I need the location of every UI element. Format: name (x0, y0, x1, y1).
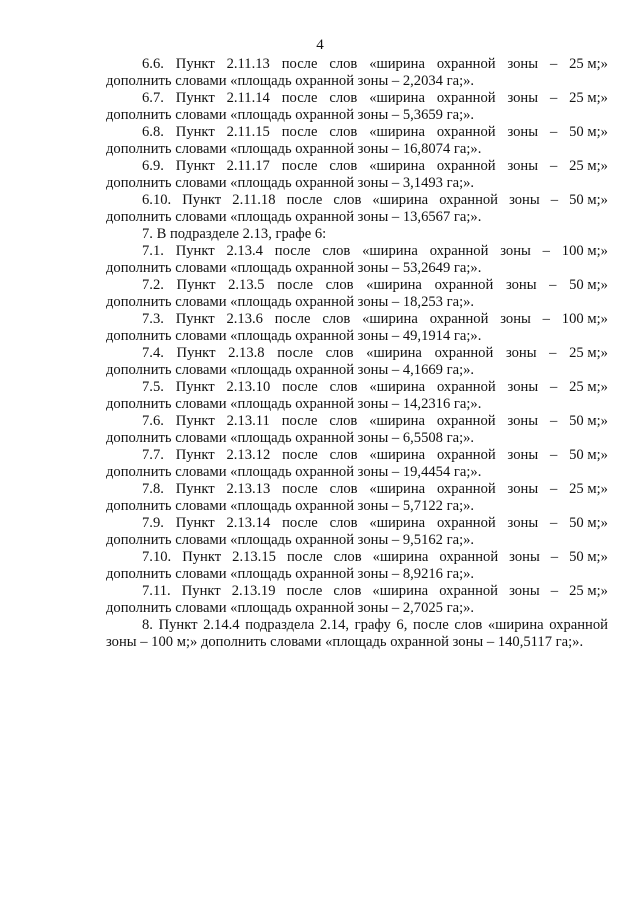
word: «ширина (369, 90, 425, 106)
paragraph-line: дополнить словами «площадь охранной зоны – 2,2034 га;». (106, 73, 475, 89)
paragraph-line (106, 345, 608, 362)
word: 2.13.13 (226, 481, 271, 497)
word: «ширина (369, 124, 425, 140)
word: 2.11.17 (226, 158, 270, 174)
word: после (282, 481, 318, 497)
word: 6.9. (142, 158, 164, 174)
word: Пункт (175, 413, 215, 429)
word: зоны (507, 158, 539, 174)
word: после (286, 192, 323, 208)
paragraph-line (106, 583, 608, 600)
word: – (549, 158, 558, 174)
word: после (281, 413, 318, 429)
word: 2.13.10 (226, 379, 271, 395)
word: 100 м;» (561, 311, 608, 327)
section-8-paragraph (106, 617, 608, 651)
word: после (412, 617, 449, 633)
word: «ширина (372, 583, 429, 599)
paragraph-line (106, 311, 608, 328)
word: охранной (429, 243, 489, 259)
paragraph-line (106, 158, 608, 175)
word: Пункт (175, 243, 215, 259)
word: Пункт (175, 311, 215, 327)
word: 7.8. (142, 481, 164, 497)
amendment-item (106, 158, 608, 192)
word: 25 м;» (569, 481, 608, 497)
word: охранной (436, 90, 496, 106)
page-number: 4 (316, 37, 324, 53)
word: 6.10. (142, 192, 172, 208)
amendment-item (106, 90, 608, 124)
word: «ширина (369, 379, 426, 395)
word: «ширина (366, 277, 422, 293)
word: охранной (434, 277, 494, 293)
paragraph-line (106, 90, 608, 107)
word: после (281, 124, 318, 140)
word: слов (322, 311, 351, 327)
word: 50 м;» (569, 192, 608, 208)
amendment-item (106, 583, 608, 617)
word: после (286, 549, 323, 565)
word: зоны (507, 515, 539, 531)
amendment-item (106, 413, 608, 447)
paragraph-line: дополнить словами «площадь охранной зоны – 19,4454 га;». (106, 464, 482, 480)
word: слов (325, 277, 354, 293)
word: 7.11. (142, 583, 171, 599)
paragraph-line (106, 617, 608, 634)
paragraph-line: дополнить словами «площадь охранной зоны – 5,7122 га;». (106, 498, 475, 514)
word: слов (322, 243, 351, 259)
paragraph-line (106, 56, 608, 73)
word: 7.7. (142, 447, 164, 463)
amendment-item (106, 311, 608, 345)
word: слов (333, 583, 362, 599)
word: 7.4. (142, 345, 164, 361)
word: – (549, 56, 558, 72)
paragraph-line (106, 379, 608, 396)
word: Пункт (181, 583, 221, 599)
word: охранной (439, 549, 499, 565)
word: зоны (505, 277, 537, 293)
word: – (542, 243, 550, 259)
word: 6.7. (142, 90, 164, 106)
word: 7.3. (142, 311, 164, 327)
word: после (282, 515, 318, 531)
amendment-item (106, 345, 608, 379)
amendment-item (106, 124, 608, 158)
word: Пункт (175, 56, 215, 72)
word: 50 м;» (569, 124, 608, 140)
word: слов (329, 379, 358, 395)
paragraph-line (106, 192, 608, 209)
word: зоны (509, 549, 540, 565)
amendment-item (106, 549, 608, 583)
word: слов (329, 56, 358, 72)
word: Пункт (158, 617, 198, 633)
word: слов (329, 124, 358, 140)
word: «ширина (369, 481, 426, 497)
word: после (286, 583, 323, 599)
paragraph-line: дополнить словами «площадь охранной зоны – 3,1493 га;». (106, 175, 475, 191)
word: охранной (434, 345, 494, 361)
section-7-heading: 7. В подразделе 2.13, графе 6: (142, 226, 327, 242)
section-6-list (106, 56, 608, 226)
word: 6.8. (142, 124, 164, 140)
word: слов (333, 192, 362, 208)
word: Пункт (176, 277, 216, 293)
word: «ширина (369, 515, 426, 531)
amendment-item (106, 379, 608, 413)
amendment-item (106, 447, 608, 481)
word: 50 м;» (569, 413, 608, 429)
word: охранной (439, 583, 498, 599)
word: охранной (436, 158, 496, 174)
word: 7.6. (142, 413, 164, 429)
word: 2.13.8 (228, 345, 265, 361)
word: – (549, 277, 557, 293)
word: после (274, 243, 311, 259)
document-body (106, 56, 608, 651)
word: зоны (509, 192, 540, 208)
section-7-list (106, 243, 608, 617)
word: «ширина (372, 549, 429, 565)
paragraph-line: дополнить словами «площадь охранной зоны – 5,3659 га;». (106, 107, 475, 123)
word: «ширина (369, 158, 425, 174)
word: 2.13.11 (226, 413, 270, 429)
word: зоны (507, 90, 539, 106)
word: – (549, 345, 557, 361)
paragraph-line: дополнить словами «площадь охранной зоны – 6,5508 га;». (106, 430, 475, 446)
word: Пункт (175, 447, 215, 463)
word: – (549, 481, 558, 497)
word: 2.13.14 (226, 515, 271, 531)
word: Пункт (176, 345, 216, 361)
word: 6.6. (142, 56, 164, 72)
word: 25 м;» (569, 56, 608, 72)
word: 2.13.15 (232, 549, 276, 565)
word: Пункт (182, 192, 222, 208)
word: 100 м;» (561, 243, 608, 259)
word: зоны (500, 243, 531, 259)
word: охранной (436, 481, 496, 497)
word: 2.13.4 (226, 243, 263, 259)
paragraph-line (106, 277, 608, 294)
paragraph-line (106, 481, 608, 498)
word: 25 м;» (569, 345, 608, 361)
word: 25 м;» (569, 90, 608, 106)
word: зоны (507, 413, 539, 429)
word: – (549, 379, 558, 395)
word: зоны (505, 345, 537, 361)
word: охранной (439, 192, 498, 208)
word: «ширина (366, 345, 422, 361)
word: 2.13.19 (231, 583, 276, 599)
word: зоны (507, 447, 539, 463)
word: 50 м;» (569, 515, 608, 531)
paragraph-line: дополнить словами «площадь охранной зоны – 14,2316 га;». (106, 396, 482, 412)
word: – (549, 124, 558, 140)
word: охранной (436, 413, 496, 429)
word: зоны (500, 311, 531, 327)
word: охранной (436, 124, 496, 140)
word: зоны (509, 583, 540, 599)
word: – (550, 583, 559, 599)
paragraph-line: дополнить словами «площадь охранной зоны – 16,8074 га;». (106, 141, 482, 157)
word: Пункт (175, 90, 215, 106)
amendment-item (106, 277, 608, 311)
word: 50 м;» (569, 549, 608, 565)
word: 7.5. (142, 379, 164, 395)
word: – (549, 90, 558, 106)
word: слов (454, 617, 483, 633)
word: слов (329, 515, 358, 531)
paragraph-line: дополнить словами «площадь охранной зоны – 2,7025 га;». (106, 600, 475, 616)
word: 2.14, (319, 617, 350, 633)
word: 7.1. (142, 243, 164, 259)
word: – (549, 413, 558, 429)
word: 7.9. (142, 515, 164, 531)
word: 2.11.15 (226, 124, 270, 140)
word: 8. (142, 617, 153, 633)
paragraph-line (106, 549, 608, 566)
word: 2.14.4 (203, 617, 240, 633)
word: 2.11.13 (226, 56, 270, 72)
paragraph-line (106, 124, 608, 141)
word: после (274, 311, 311, 327)
word: 7.2. (142, 277, 164, 293)
paragraph-line: дополнить словами «площадь охранной зоны – 8,9216 га;». (106, 566, 475, 582)
paragraph-line (106, 515, 608, 532)
word: Пункт (175, 481, 215, 497)
word: «ширина (369, 413, 425, 429)
amendment-item (106, 243, 608, 277)
word: зоны (507, 379, 539, 395)
word: после (281, 56, 318, 72)
word: после (281, 158, 318, 174)
amendment-item (106, 481, 608, 515)
word: – (549, 447, 558, 463)
word: слов (329, 158, 358, 174)
word: после (281, 90, 318, 106)
paragraph-line: дополнить словами «площадь охранной зоны – 49,1914 га;». (106, 328, 482, 344)
word: Пункт (175, 158, 215, 174)
word: 2.13.5 (228, 277, 265, 293)
word: охранной (549, 617, 608, 633)
word: зоны (507, 124, 539, 140)
word: – (542, 311, 550, 327)
word: – (550, 549, 559, 565)
word: слов (329, 413, 358, 429)
word: 50 м;» (569, 447, 608, 463)
word: 50 м;» (569, 277, 608, 293)
word: «ширина (372, 192, 429, 208)
word: «ширина (362, 243, 418, 259)
word: 2.13.12 (226, 447, 271, 463)
word: 2.11.18 (232, 192, 276, 208)
word: – (549, 515, 558, 531)
word: охранной (436, 447, 496, 463)
word: «ширина (369, 447, 426, 463)
amendment-item (106, 56, 608, 90)
word: Пункт (175, 515, 215, 531)
paragraph-line: дополнить словами «площадь охранной зоны – 9,5162 га;». (106, 532, 475, 548)
amendment-item (106, 192, 608, 226)
word: зоны (507, 56, 539, 72)
paragraph-line: зоны – 100 м;» дополнить словами «площадь охранной зоны – 140,5117 га;». (106, 634, 584, 650)
word: графу (354, 617, 391, 633)
word: – (550, 192, 559, 208)
word: «ширина (362, 311, 418, 327)
word: после (282, 379, 318, 395)
word: 2.13.6 (226, 311, 263, 327)
word: слов (333, 549, 362, 565)
word: охранной (436, 515, 496, 531)
word: подраздела (245, 617, 315, 633)
paragraph-line: дополнить словами «площадь охранной зоны – 18,253 га;». (106, 294, 475, 310)
word: слов (329, 447, 358, 463)
amendment-item (106, 515, 608, 549)
word: 2.11.14 (226, 90, 270, 106)
word: после (277, 277, 313, 293)
word: слов (329, 90, 358, 106)
word: «ширина (487, 617, 544, 633)
word: охранной (436, 56, 496, 72)
word: охранной (429, 311, 489, 327)
paragraph-line (106, 413, 608, 430)
word: после (277, 345, 313, 361)
word: 7.10. (142, 549, 172, 565)
paragraph-line: дополнить словами «площадь охранной зоны – 4,1669 га;». (106, 362, 475, 378)
word: «ширина (369, 56, 425, 72)
word: 25 м;» (569, 158, 608, 174)
paragraph-line: дополнить словами «площадь охранной зоны – 13,6567 га;». (106, 209, 482, 225)
paragraph-line (106, 243, 608, 260)
word: Пункт (182, 549, 222, 565)
paragraph-line (106, 447, 608, 464)
word: Пункт (175, 124, 215, 140)
word: 6, (396, 617, 408, 633)
word: слов (325, 345, 354, 361)
word: слов (329, 481, 358, 497)
word: зоны (507, 481, 539, 497)
paragraph-line: дополнить словами «площадь охранной зоны – 53,2649 га;». (106, 260, 482, 276)
word: 25 м;» (569, 583, 608, 599)
word: охранной (436, 379, 496, 395)
word: Пункт (175, 379, 215, 395)
word: после (282, 447, 318, 463)
word: 25 м;» (569, 379, 608, 395)
